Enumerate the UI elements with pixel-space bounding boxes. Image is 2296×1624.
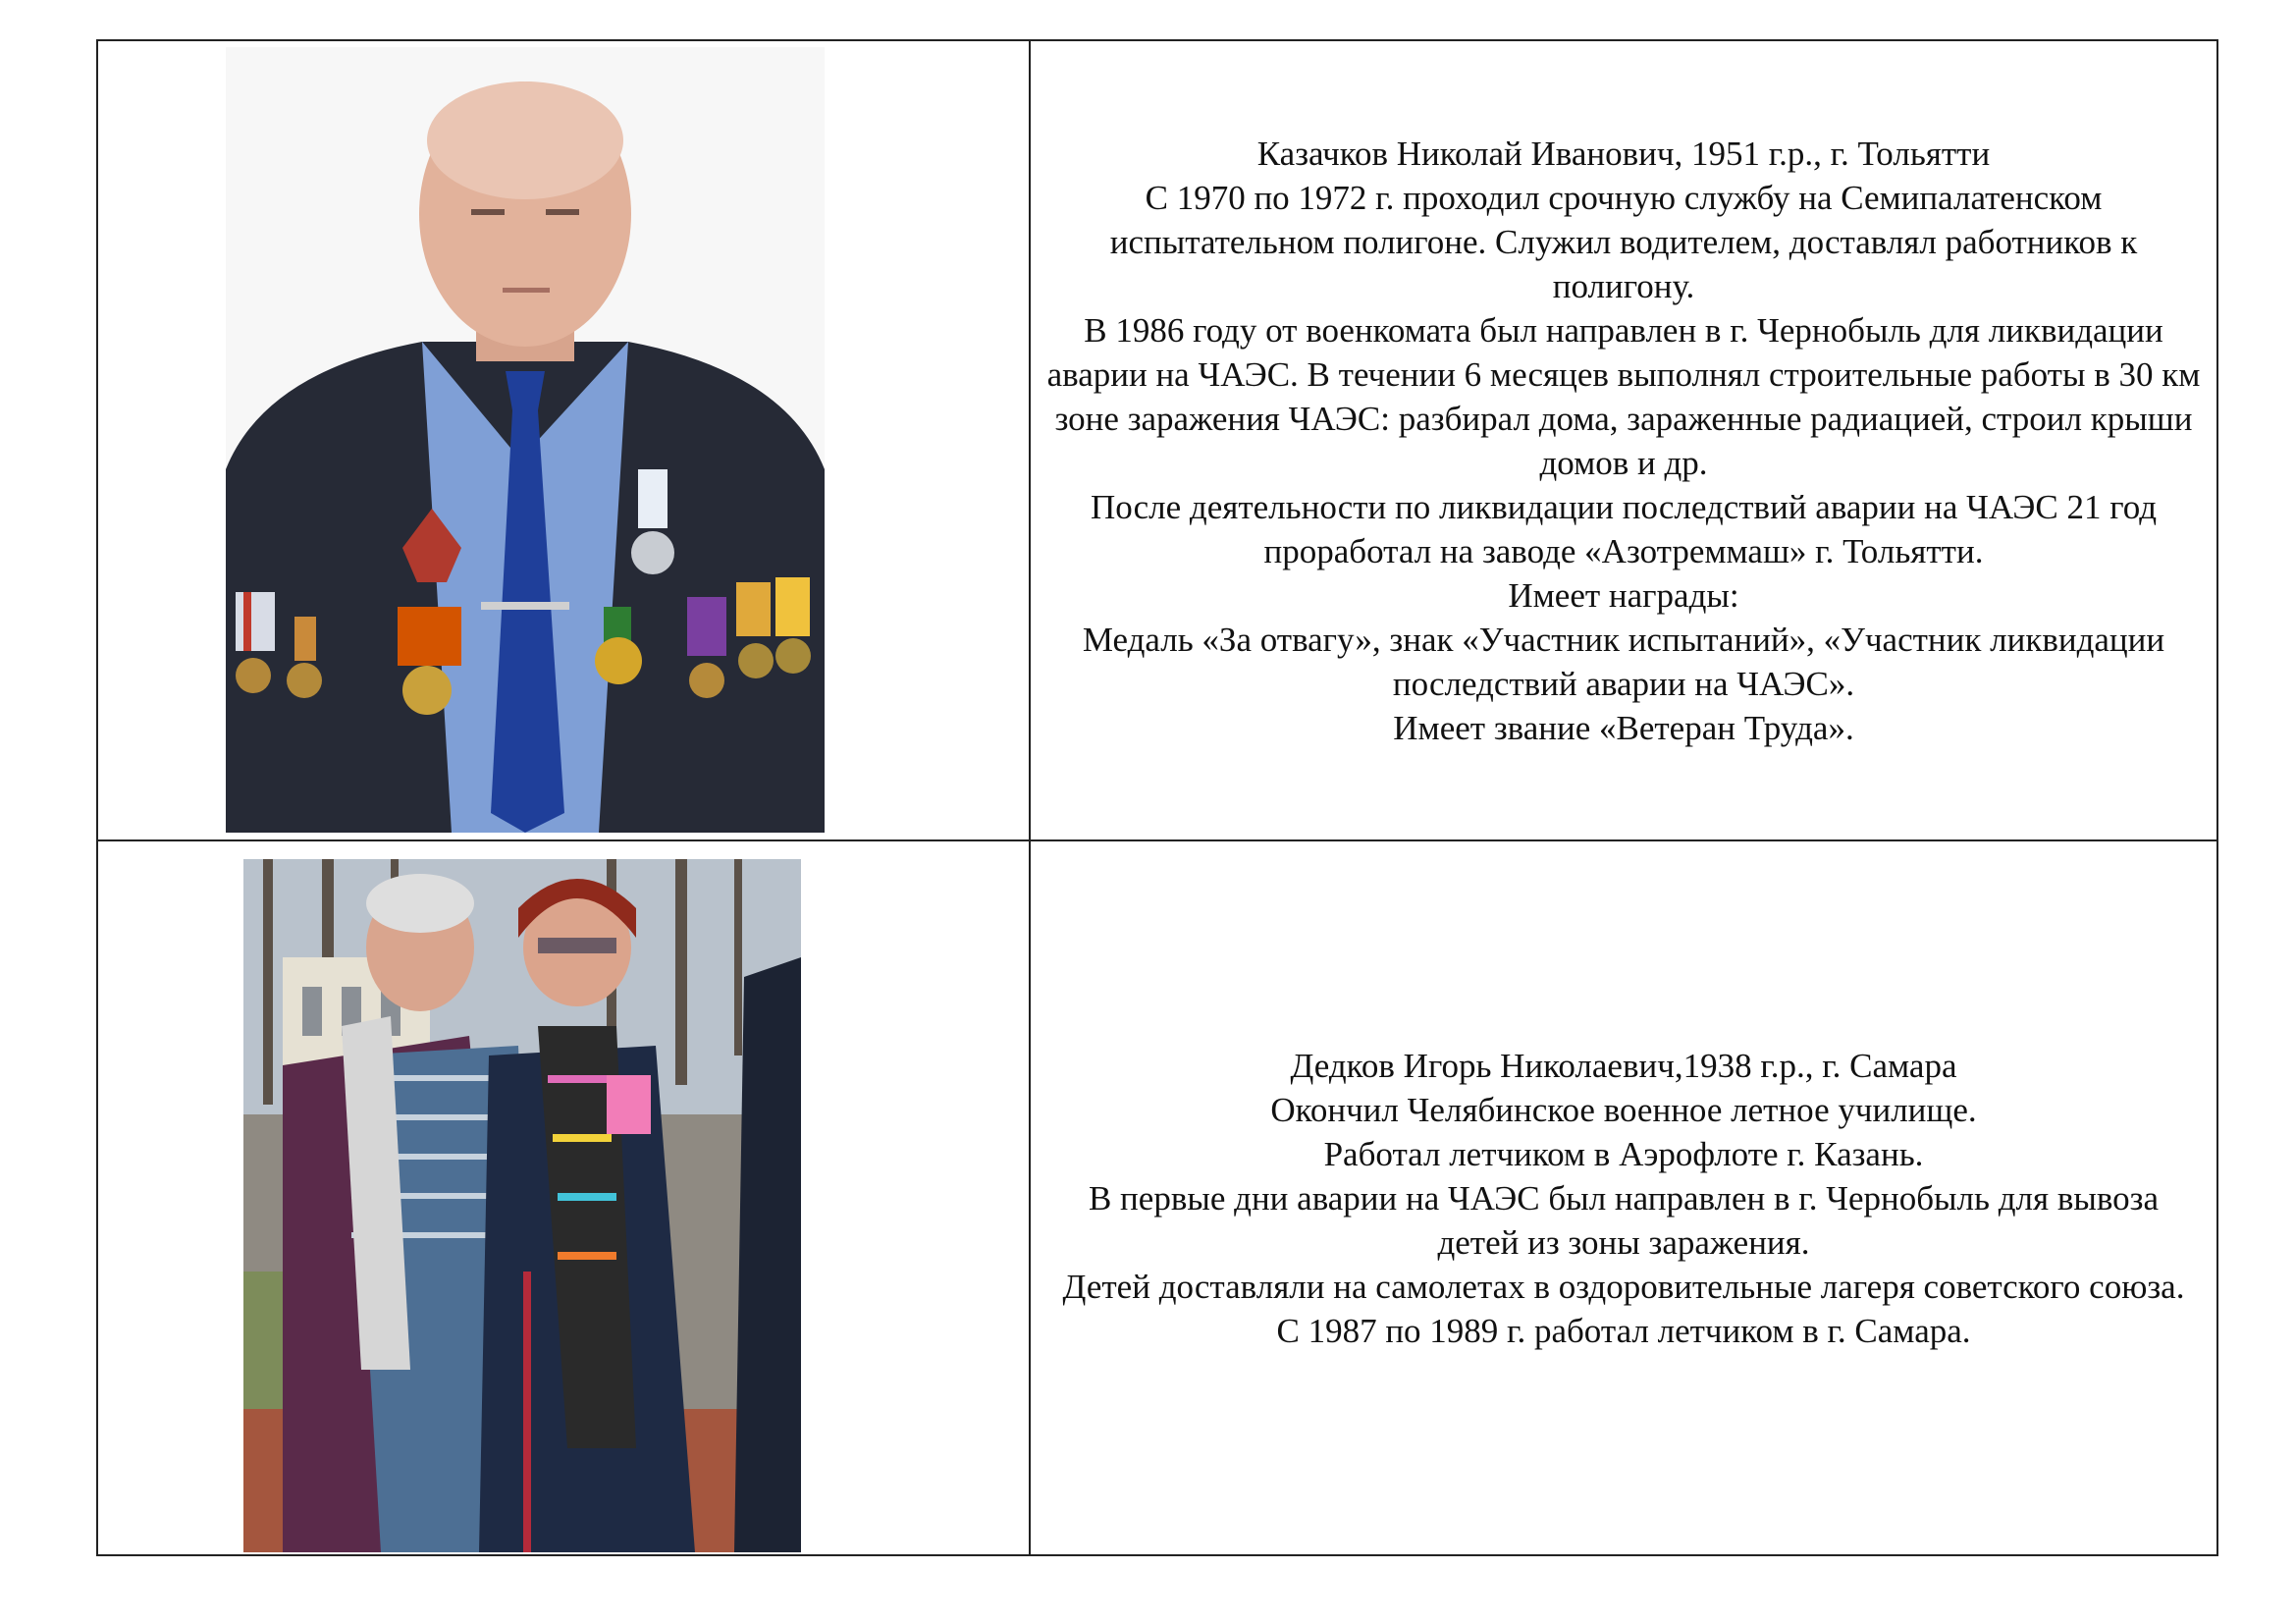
portrait-photo-image bbox=[226, 47, 825, 833]
photo-cell bbox=[97, 840, 1030, 1555]
portrait-photo bbox=[226, 47, 825, 833]
bio-paragraph: Имеет награды: bbox=[1508, 575, 1739, 615]
couple-outdoor-photo-image bbox=[243, 859, 801, 1552]
table-row bbox=[97, 40, 2217, 840]
bio-paragraph: Работал летчиком в Аэрофлоте г. Казань. bbox=[1323, 1134, 1924, 1173]
biography-text bbox=[1031, 132, 2216, 750]
bio-paragraph: В первые дни аварии на ЧАЭС был направлен в г. Чернобыль для вывоза детей из зоны заражения. bbox=[1088, 1178, 2160, 1262]
bio-paragraph: Медаль «За отвагу», знак «Участник испытаний», «Участник ликвидации последствий аварии на ЧАЭС». bbox=[1082, 620, 2165, 703]
table-row bbox=[97, 840, 2217, 1555]
bio-paragraph: После деятельности по ликвидации последствий аварии на ЧАЭС 21 год проработал на заводе «Азотреммаш» г. Тольятти. bbox=[1090, 487, 2158, 570]
bio-paragraph: Имеет звание «Ветеран Труда». bbox=[1393, 708, 1854, 747]
bio-paragraph: Окончил Челябинское военное летное училище. bbox=[1270, 1090, 1977, 1129]
biography-table bbox=[96, 39, 2218, 1556]
bio-paragraph: В 1986 году от военкомата был направлен в г. Чернобыль для ликвидации аварии на ЧАЭС. В течении 6 месяцев выполнял строительные работы в 30 км зоне заражения ЧАЭС: разбирал дома, зараженные радиацией, строил крыши домов и др. bbox=[1046, 310, 2201, 482]
biography-cell bbox=[1030, 40, 2217, 840]
bio-paragraph: С 1987 по 1989 г. работал летчиком в г. Самара. bbox=[1276, 1311, 1971, 1350]
photo-cell bbox=[97, 40, 1030, 840]
person-heading: Дедков Игорь Николаевич,1938 г.р., г. Самара bbox=[1290, 1046, 1957, 1085]
person-heading: Казачков Николай Иванович, 1951 г.р., г. Тольятти bbox=[1256, 134, 1991, 173]
biography-cell bbox=[1030, 840, 2217, 1555]
bio-paragraph: Детей доставляли на самолетах в оздоровительные лагеря советского союза. bbox=[1062, 1267, 2185, 1306]
bio-paragraph: С 1970 по 1972 г. проходил срочную службу на Семипалатенском испытательном полигоне. Служил водителем, доставлял работников к полигону. bbox=[1109, 178, 2138, 305]
couple-outdoor-photo bbox=[243, 859, 801, 1552]
biography-text bbox=[1031, 1044, 2216, 1353]
